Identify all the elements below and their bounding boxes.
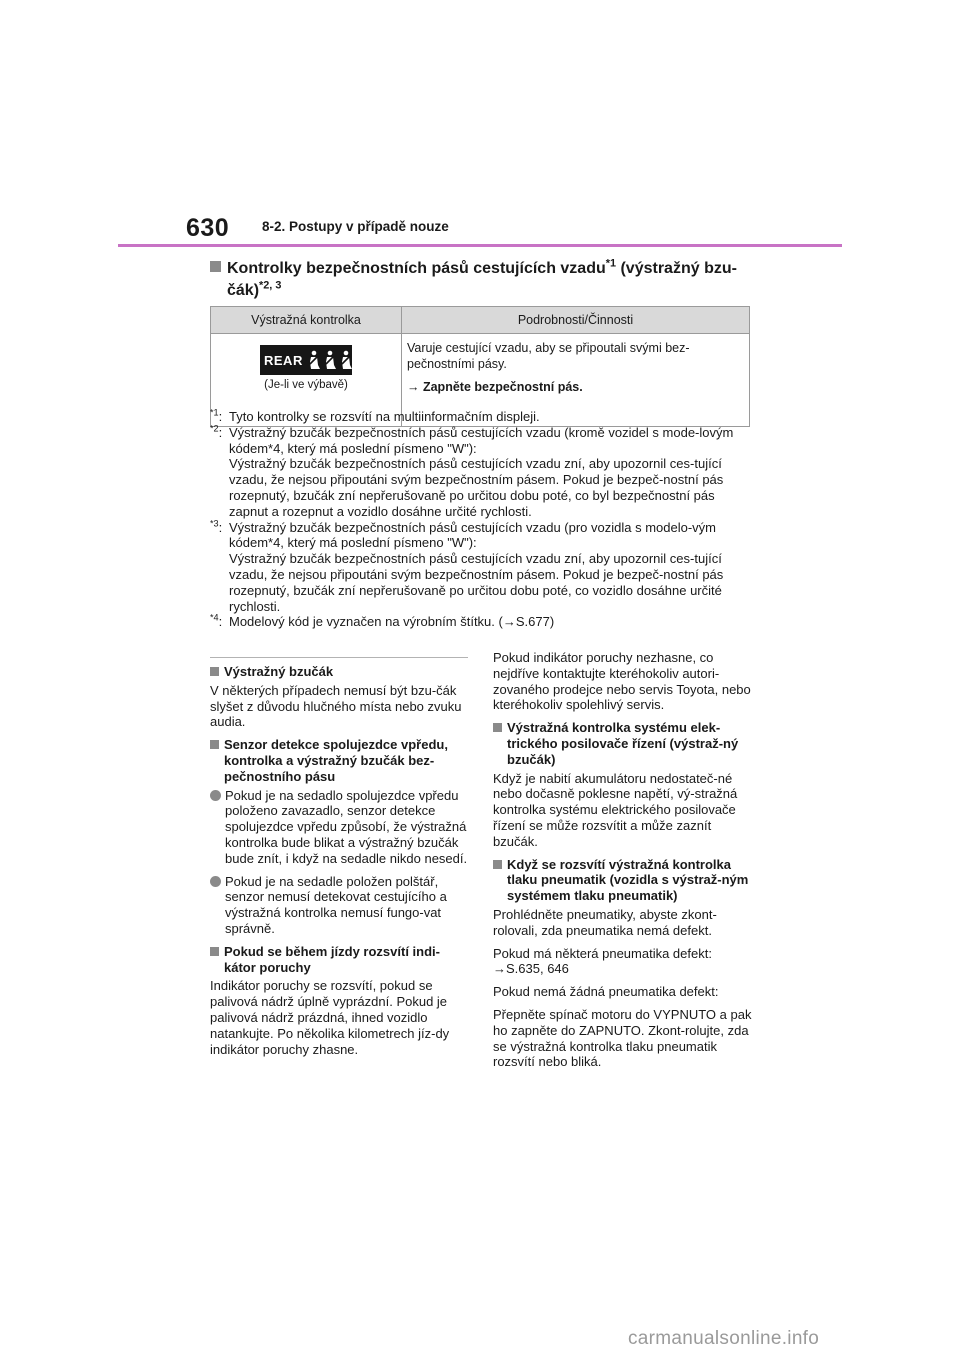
rear-icon-label: REAR (264, 352, 303, 368)
square-bullet-icon (210, 947, 219, 956)
page-number: 630 (186, 214, 230, 242)
paragraph: Když je nabití akumulátoru nedostateč-né nebo dočasně poklesne napětí, vý-stražná kontrolka systému elektrického posilovače řízení se může rozsvítit a může zaznít bzučák. (493, 770, 738, 849)
paragraph: Indikátor poruchy se rozsvítí, pokud se palivová nádrž úplně vyprázdní. Pokud je palivová nádrž prázdná, ihned vozidlo natankujte. Po několika kilometrech jíz-dy indikátor poruchy zhasne. (210, 978, 450, 1057)
round-bullet-icon (210, 790, 221, 801)
footnote: $^{*4}$: Modelový kód je vyznačen na výrobním štítku. (→S.677) (210, 613, 555, 630)
column-divider (210, 657, 468, 658)
square-bullet-icon (493, 723, 502, 732)
square-bullet-icon (210, 261, 221, 272)
left-column (210, 664, 468, 1064)
table-header-indicator: Výstražná kontrolka (211, 307, 402, 334)
square-bullet-icon (210, 740, 219, 749)
subheading: Pokud se během jízdy rozsvítí indi-kátor poruchy (210, 944, 468, 976)
paragraph: Přepněte spínač motoru do VYPNUTO a pak ho zapněte do ZAPNUTO. Zkont-rolujte, zda se výstražná kontrolka tlaku pneumatik rozsvítí nebo bliká. (493, 1006, 752, 1070)
paragraph: Prohlédněte pneumatiky, abyste zkont-rolovali, zda pneumatika nemá defekt. (493, 906, 717, 938)
subheading: Výstražný bzučák (210, 664, 468, 680)
paragraph: V některých případech nemusí být bzu-čák slyšet z důvodu hlučného místa nebo zvuku audia. (210, 682, 462, 730)
heading-text-a: Kontrolky bezpečnostních pásů cestujících vzadu (227, 260, 606, 277)
subheading: Když se rozsvítí výstražná kontrolka tlaku pneumatik (vozidla s výstraž-ným systémem tlaku pneumatik) (493, 857, 755, 904)
seatbelt-icons (308, 350, 354, 370)
watermark[interactable]: carmanualsonline.info (628, 1328, 820, 1349)
square-bullet-icon (210, 667, 219, 676)
detail-text: Varuje cestující vzadu, aby se připoutali svými bez-pečnostními pásy. (407, 341, 690, 371)
main-heading (210, 258, 755, 302)
heading-text-b: (výstražný bzu- (616, 260, 737, 277)
footnote-text: Tyto kontrolky se rozsvítí na multiinformačním displeji. (229, 409, 540, 424)
footnote-text: Výstražný bzučák bezpečnostních pásů cestujících vzadu (pro vozidla s modelo-vým kódem*4, který má poslední písmeno "W"): (229, 519, 717, 551)
seatbelt-icon (324, 350, 338, 370)
seatbelt-icon (308, 350, 322, 370)
subheading: Senzor detekce spolujezdce vpředu, kontrolka a výstražný bzučák bez-pečnostního pásu (210, 737, 468, 784)
table-header-row (211, 307, 750, 334)
paragraph: Pokud má některá pneumatika defekt: →S.635, 646 (493, 945, 712, 977)
heading-text-c: čák) (227, 282, 260, 299)
footnote: $^{*3}$: Výstražný bzučák bezpečnostních pásů cestujících vzadu (pro vozidla s modelo-vým kódem*4, který má poslední písmeno "W"): Výstražný bzučák bezpečnostních pásů cestujících vzadu zní, aby upozornil ces-tující vzadu, že nejsou připoutáni svým bezpečnostním pásem. Pokud je bezpeč-nostní pás rozepnutý, bzučák zní nepřerušovaně po určitou dobu poté, co vozidlo dosáhne určité rychlosti. (210, 520, 753, 615)
footnote-text: Modelový kód je vyznačen na výrobním štítku. (→S.677) (229, 614, 555, 630)
paragraph: Pokud nemá žádná pneumatika defekt: (493, 984, 719, 1000)
subheading: Výstražná kontrolka systému elek-trického posilovače řízení (výstraž-ný bzučák) (493, 720, 755, 767)
seatbelt-icon (340, 350, 354, 370)
right-column (493, 650, 755, 1077)
footnote: $^{*2}$: Výstražný bzučák bezpečnostních pásů cestujících vzadu (kromě vozidel s mode-lovým kódem*4, který má poslední písmeno "W"): Výstražný bzučák bezpečnostních pásů cestujících vzadu zní, aby upozornil ces-tující vzadu, že nejsou připoutáni svým bezpečnostním pásem. Pokud je bezpeč-nostní pás rozepnutý, bzučák zní nepřerušovaně po určitou dobu poté, co byl bezpečnostní pás zapnut a rozepnut a vozidlo dosáhne určité rychlosti. (210, 425, 753, 520)
footnote-mark: *4 (210, 613, 219, 624)
round-bullet-icon (210, 876, 221, 887)
heading-sup-a: *1 (605, 257, 617, 270)
footnote-mark: *3 (210, 518, 219, 529)
section-title: 8-2. Postupy v případě nouze (262, 219, 449, 234)
table-header-details: Podrobnosti/Činnosti (402, 307, 750, 334)
footnotes (210, 409, 753, 630)
list-item: Pokud je na sedadlo spolujezdce vpředu položeno zavazadlo, senzor detekce spolujezdce vpředu způsobí, že výstražná kontrolka bude blikat a výstražný bzučák bude znít, i když na sedadle nikdo nesedí. (210, 788, 468, 867)
footnote-text: Výstražný bzučák bezpečnostních pásů cestujících vzadu (kromě vozidel s mode-lovým kódem*4, který má poslední písmeno "W"): (229, 424, 734, 456)
footnote-text: Výstražný bzučák bezpečnostních pásů cestujících vzadu zní, aby upozornil ces-tující vzadu, že nejsou připoutáni svým bezpečnostním pásem. Pokud je bezpeč-nostní pás rozepnutý, bzučák zní nepřerušovaně po určitou dobu poté, co byl bezpečnostní pás zapnut a rozepnut a vozidlo dosáhne určité rychlosti. (229, 456, 724, 519)
header-rule (118, 244, 842, 247)
footnote-mark: *1 (210, 407, 219, 418)
action-text: → Zapněte bezpečnostní pás. (407, 380, 583, 394)
square-bullet-icon (493, 860, 502, 869)
list-item: Pokud je na sedadle položen polštář, senzor nemusí detekovat cestujícího a výstražná kontrolka nemusí fungo-vat správně. (210, 874, 468, 937)
footnote-text: Výstražný bzučák bezpečnostních pásů cestujících vzadu zní, aby upozornil ces-tující vzadu, že nejsou připoutáni svým bezpečnostním pásem. Pokud je bezpeč-nostní pás rozepnutý, bzučák zní nepřerušovaně po určitou dobu poté, co vozidlo dosáhne určité rychlosti. (229, 551, 724, 614)
rear-seatbelt-indicator-icon (260, 345, 352, 375)
footnote: $^{*1}$: Tyto kontrolky se rozsvítí na multiinformačním displeji. (210, 407, 540, 424)
heading-sup-b: *2, 3 (259, 279, 282, 292)
paragraph: Pokud indikátor poruchy nezhasne, co nejdříve kontaktujte kteréhokoliv autori-zovaného prodejce nebo servis Toyota, nebo kteréhokoliv spolehlivý servis. (493, 650, 751, 713)
footnote-mark: *2 (210, 423, 219, 434)
icon-caption: (Je-li ve výbavě) (264, 379, 348, 391)
